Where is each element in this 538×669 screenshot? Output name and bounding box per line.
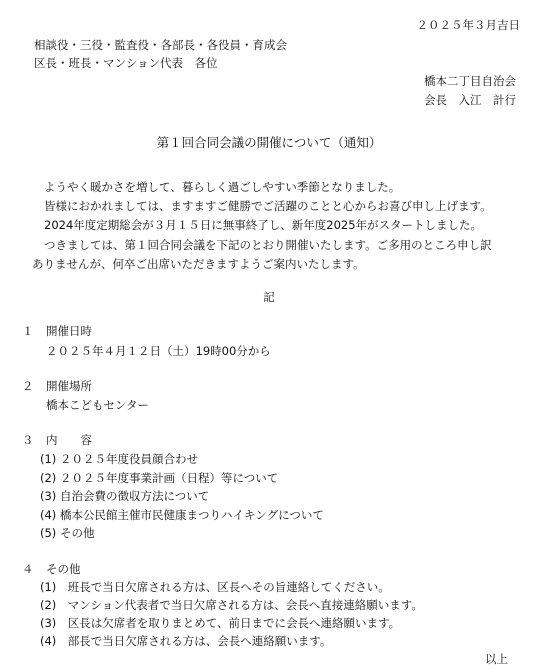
closing-text: 以上	[485, 652, 508, 666]
section-3-item-3: (3) 自治会費の徴収方法について	[40, 489, 210, 503]
recipients-line-2: 区長・班長・マンション代表 各位	[34, 56, 218, 70]
ki-marker: 記	[263, 290, 275, 304]
sender-name: 会長 入江 計行	[424, 93, 516, 107]
section-2-content: 橋本こどもセンター	[46, 398, 150, 412]
section-3-item-5: (5) その他	[40, 526, 95, 540]
section-2-heading: 開催場所	[46, 379, 92, 393]
body-line-1: ようやく暖かさを増して、暮らしく過ごしやすい季節となりました。	[44, 180, 401, 194]
section-4-item-1: (1) 班長で当日欠席される方は、区長へその旨連絡してください。	[40, 580, 390, 594]
section-3-item-4: (4) 橋本公民館主催市民健康まつりハイキングについて	[40, 508, 324, 522]
section-2-number: ２	[22, 379, 34, 393]
section-3-number: ３	[22, 433, 34, 447]
section-3-heading: 内 容	[46, 433, 92, 447]
section-4-number: ４	[22, 562, 34, 576]
body-line-5: ありませんが、何卒ご出席いただきますようご案内いたします。	[32, 257, 365, 271]
section-1-content: ２０２５年４月１２日（土）19時00分から	[46, 344, 271, 358]
document-date: ２０２５年３月吉日	[416, 18, 520, 32]
document-title: 第１回合同会議の開催について（通知）	[156, 135, 382, 150]
section-4-item-4: (4) 部長で当日欠席される方は、会長へ連絡願います。	[40, 634, 332, 648]
section-4-item-3: (3) 区長は欠席者を取りまとめて、前日までに会長へ連絡願います。	[40, 616, 401, 630]
section-4-heading: その他	[46, 562, 81, 576]
section-4-item-2: (2) マンション代表者で当日欠席される方は、会長へ直接連絡願います。	[40, 598, 423, 612]
section-1-heading: 開催日時	[46, 324, 92, 338]
body-line-4: つきましては、第１回合同会議を下記のとおり開催いたします。ご多用のところ申し訳	[44, 238, 492, 252]
section-3-item-1: (1) ２０２５年度役員顔合わせ	[40, 452, 198, 466]
body-line-2: 皆様におかれましては、ますますご健勝でご活躍のことと心からお喜び申し上げます。	[44, 199, 492, 213]
recipients-line-1: 相談役・三役・監査役・各部長・各役員・育成会	[34, 38, 287, 52]
sender-organization: 橋本二丁目自治会	[424, 74, 516, 88]
body-line-3: 2024年度定期総会が３月１５日に無事終了し、新年度2025年がスタートしました。	[44, 218, 483, 232]
section-3-item-2: (2) ２０２５年度事業計画（日程）等について	[40, 471, 279, 485]
section-1-number: １	[22, 324, 34, 338]
